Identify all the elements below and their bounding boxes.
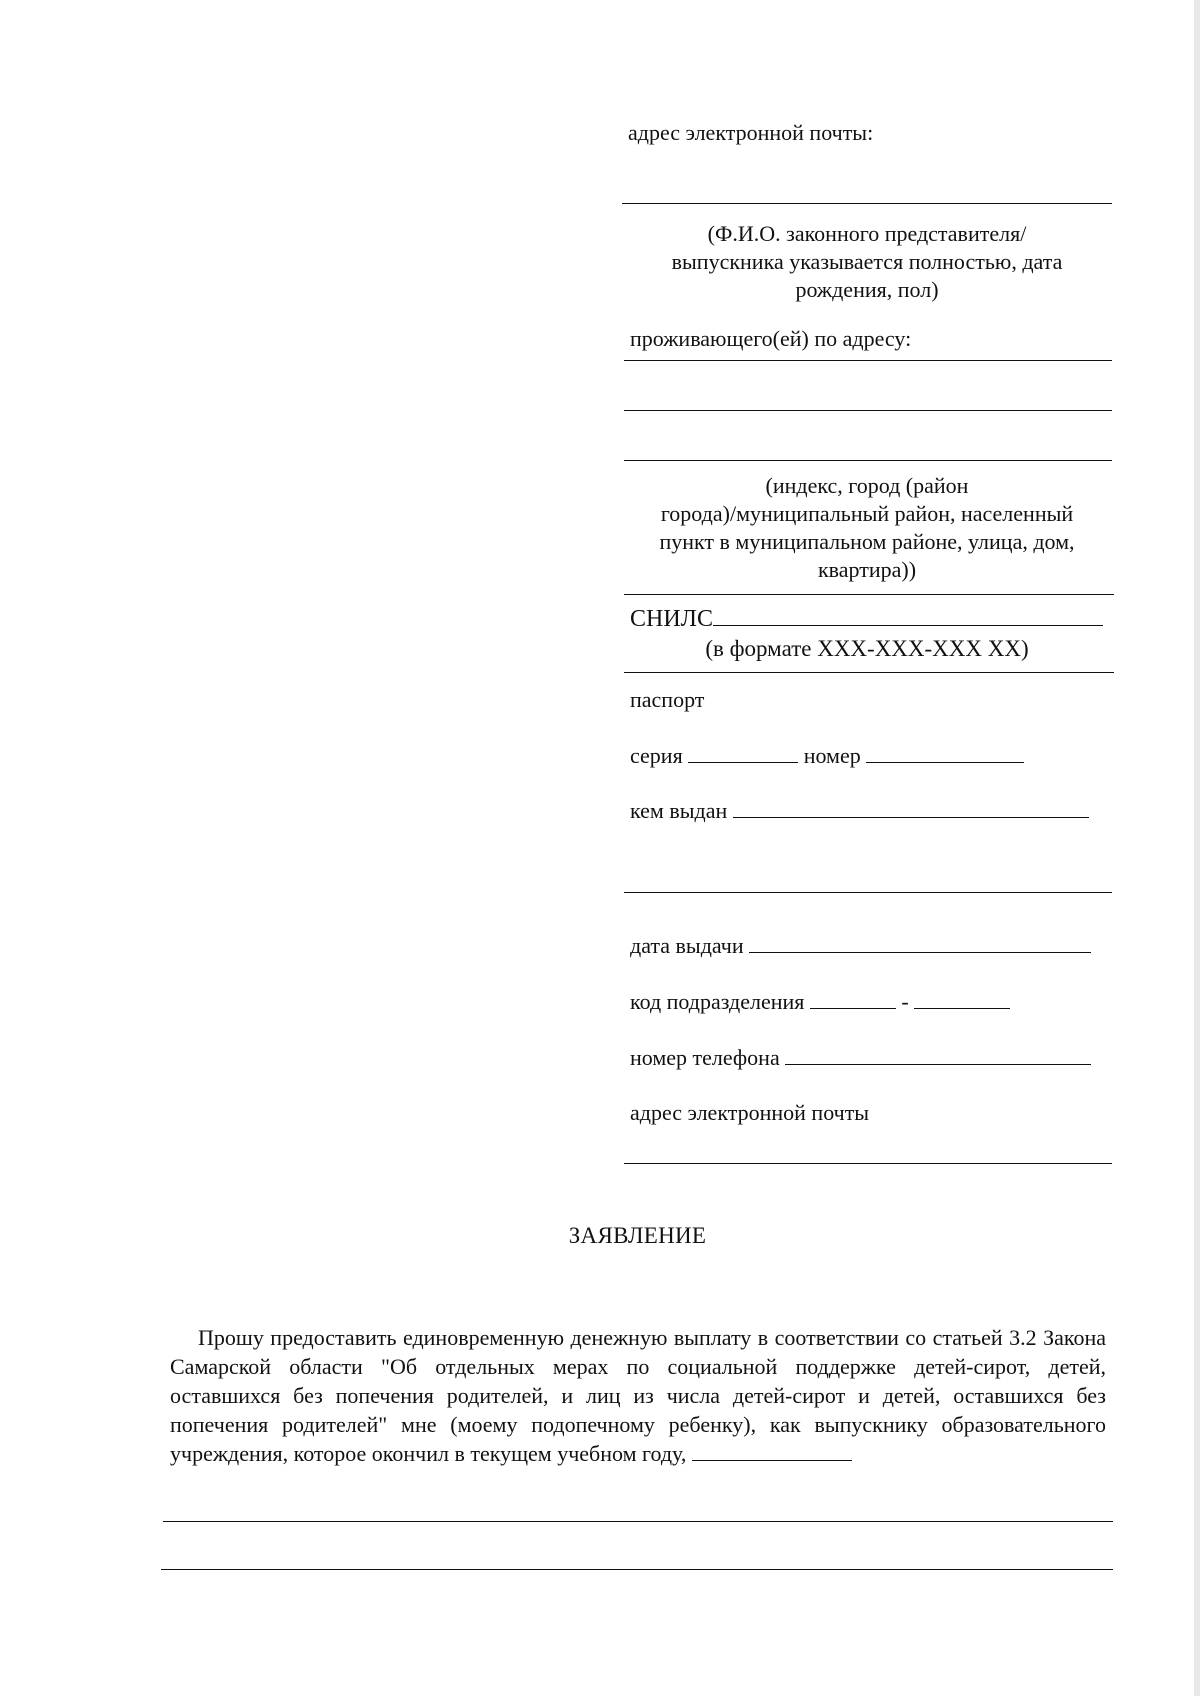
address-line-3[interactable] <box>624 460 1112 461</box>
snils-caption-underline <box>624 672 1114 673</box>
issued-by-field[interactable] <box>733 799 1089 818</box>
address-caption: (индекс, город (район города)/муниципальный район, населенный пункт в муниципальном районе, улица, дом, квартира)) <box>659 473 1075 582</box>
division-code-label: код подразделения <box>630 989 805 1014</box>
email-label-top: адрес электронной почты: <box>628 120 874 145</box>
number-field[interactable] <box>866 744 1024 763</box>
statement-line-2[interactable] <box>161 1569 1113 1570</box>
issue-date-field[interactable] <box>749 934 1091 953</box>
page-edge <box>1194 0 1200 1696</box>
division-code-dash: - <box>901 989 909 1014</box>
series-field[interactable] <box>688 744 798 763</box>
phone-row <box>630 1044 1091 1072</box>
statement-body <box>170 1323 1106 1468</box>
fio-line[interactable] <box>622 203 1112 204</box>
statement-line-1[interactable] <box>163 1521 1113 1522</box>
passport-label: паспорт <box>630 687 705 712</box>
division-code-field-1[interactable] <box>810 990 896 1009</box>
snils-row <box>630 605 1103 633</box>
number-label: номер <box>803 743 861 768</box>
issue-date-row <box>630 932 1091 960</box>
division-code-row <box>630 988 1010 1016</box>
address-caption-underline <box>624 594 1114 595</box>
statement-inline-field[interactable] <box>692 1444 852 1461</box>
address-label: проживающего(ей) по адресу: <box>630 326 912 351</box>
snils-field[interactable] <box>713 607 1103 626</box>
issued-by-row <box>630 797 1089 825</box>
email-label-bottom: адрес электронной почты <box>630 1100 870 1125</box>
issued-by-label: кем выдан <box>630 798 728 823</box>
document-title: ЗАЯВЛЕНИЕ <box>568 1223 707 1248</box>
address-line-2[interactable] <box>624 410 1112 411</box>
series-number-row <box>630 742 1024 770</box>
snils-label: СНИЛС <box>630 606 713 632</box>
phone-label: номер телефона <box>630 1045 780 1070</box>
fio-caption: (Ф.И.О. законного представителя/ выпускника указывается полностью, дата рождения, пол) <box>671 221 1063 302</box>
snils-format-caption: (в формате XXX-XXX-XXX XX) <box>705 636 1029 661</box>
issued-by-line-2[interactable] <box>624 892 1112 893</box>
issue-date-label: дата выдачи <box>630 933 744 958</box>
address-line-1[interactable] <box>624 360 1112 361</box>
email-line-bottom[interactable] <box>624 1163 1112 1164</box>
statement-paragraph: Прошу предоставить единовременную денежную выплату в соответствии со статьей 3.2 Закона Самарской области "Об отдельных мерах по социальной поддержке детей-сирот, детей, оставшихся без попечения родителей, и лиц из числа детей-сирот и детей, оставшихся без попечения родителей" мне (моему подопечному ребенку), как выпускнику образовательного учреждения, которое окончил в текущем учебном году, <box>170 1325 1106 1466</box>
division-code-field-2[interactable] <box>914 990 1010 1009</box>
series-label: серия <box>630 743 683 768</box>
phone-field[interactable] <box>785 1046 1091 1065</box>
